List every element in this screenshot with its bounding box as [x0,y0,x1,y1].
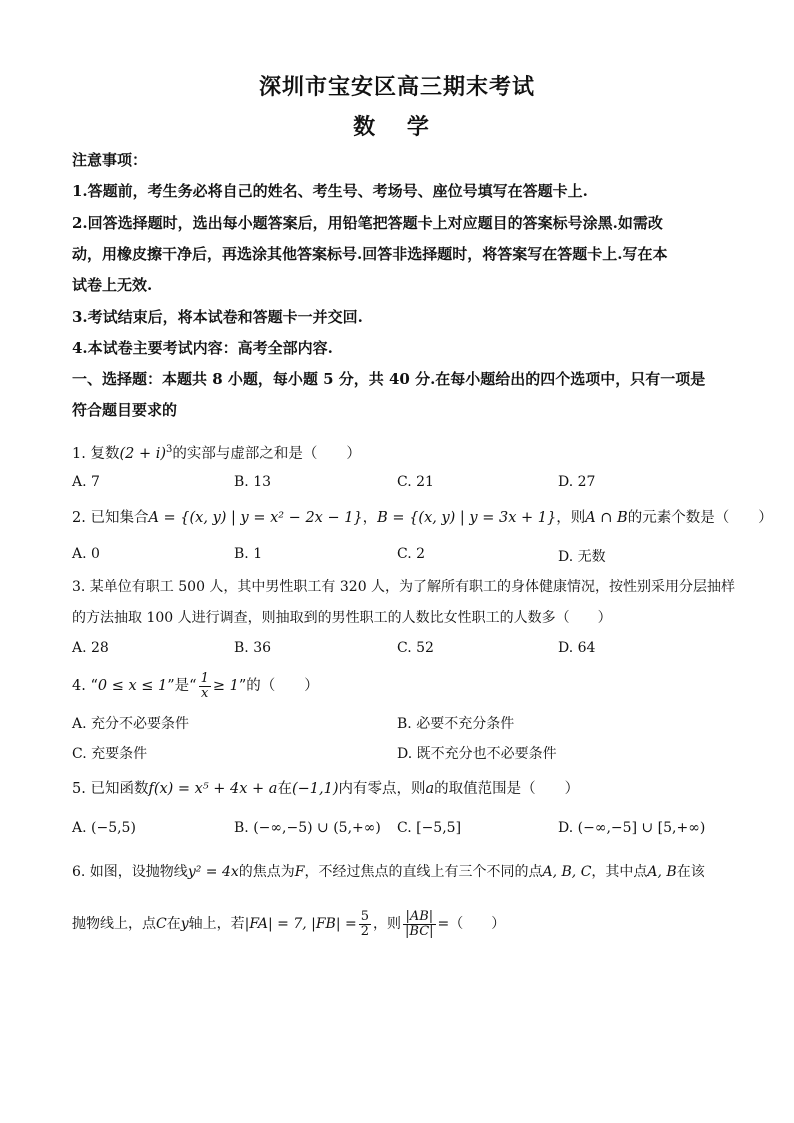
q2-option-b[interactable]: B. 1 [234,546,263,562]
q6-fraction-numerator: 5 [360,908,370,924]
note-3: 3.考试结束后，将本试卷和答题卡一并交回. [72,308,363,326]
q2-set-b: B = {(x, y) | y = 3x + 1} [377,510,557,526]
q4-prefix: 4. “ [72,678,98,694]
q6-text-4: 在该 [676,864,705,880]
q6-fraction [359,910,371,939]
question-4 [72,670,732,702]
subject-title: 数 学 [353,114,441,140]
q5-function: f(x) = x⁵ + 4x + a [148,781,278,797]
q2-intersection: A ∩ B [585,510,628,526]
q2-middle: ，则 [556,510,586,526]
note-2-line-3: 试卷上无效. [72,276,153,294]
q6-line2-text-a: 在 [166,916,181,932]
note-2-line-1: 2.回答选择题时，选出每小题答案后，用铅笔把答题卡上对应题目的答案标号涂黑.如需改 [72,214,663,232]
q6-line2-text-b: 轴上，若 [188,916,245,932]
q6-distances: |FA| = 7, |FB| = [244,916,357,932]
q5-prefix: 5. 已知函数 [72,781,149,797]
q3-option-a[interactable]: A. 28 [72,640,109,656]
q2-prefix: 2. 已知集合 [72,510,149,526]
q5-variable: a [425,781,435,797]
q4-fraction [199,672,211,701]
q5-middle: 在 [277,781,292,797]
q6-fraction-denominator: 2 [360,923,370,939]
q1-option-b[interactable]: B. 13 [234,474,272,490]
section-heading-line-2: 符合题目要求的 [72,401,178,419]
q2-option-d[interactable]: D. 无数 [558,549,606,565]
q1-option-d[interactable]: D. 27 [558,474,596,490]
q4-suffix: ”的（ ） [238,678,319,694]
q4-condition-1: 0 ≤ x ≤ 1 [97,678,168,694]
note-4: 4.本试卷主要考试内容：高考全部内容. [72,339,333,357]
q3-option-d[interactable]: D. 64 [558,640,596,656]
q5-middle-2: 内有零点，则 [338,781,426,797]
q4-middle: ”是“ [167,678,197,694]
q4-option-a[interactable]: A. 充分不必要条件 [72,716,190,732]
q1-exponent: 3 [166,444,173,455]
q2-option-c[interactable]: C. 2 [397,546,426,562]
q3-option-b[interactable]: B. 36 [234,640,272,656]
q6-prefix: 6. 如图，设抛物线 [72,864,188,880]
q5-option-a[interactable]: A. (−5,5) [72,820,136,836]
question-6-line-1 [72,862,732,882]
notes-heading: 注意事项： [72,151,148,169]
q6-parabola: y² = 4x [187,864,239,880]
note-2-line-2: 动，用橡皮擦干净后，再选涂其他答案标号.回答非选择题时，将答案写在答题卡上.写在本 [72,245,668,263]
q6-line2-text-c: ，则 [373,916,402,932]
q6-ratio-numerator: |AB| [403,910,436,925]
q6-points-2: A, B [647,864,677,880]
note-1: 1.答题前，考生务必将自己的姓名、考生号、考场号、座位号填写在答题卡上. [72,182,588,200]
q4-condition-2: ≥ 1 [212,678,239,694]
q1-option-a[interactable]: A. 7 [72,474,100,490]
q2-option-a[interactable]: A. 0 [72,546,100,562]
q2-separator: ， [362,510,378,526]
q6-focus: F [294,864,305,880]
q6-suffix: =（ ） [437,916,506,932]
q5-option-c[interactable]: C. [−5,5] [397,820,462,836]
q1-suffix: 的实部与虚部之和是（ ） [172,445,361,462]
q5-suffix: 的取值范围是（ ） [434,781,580,797]
q6-text-3: ，其中点 [591,864,648,880]
q5-option-d[interactable]: D. (−∞,−5] ∪ [5,+∞) [558,820,706,836]
q2-set-a: A = {(x, y) | y = x² − 2x − 1} [148,510,363,526]
question-3-line-2: 的方法抽取 100 人进行调查，则抽取到的男性职工的人数比女性职工的人数多（ ） [72,610,612,626]
q4-option-c[interactable]: C. 充要条件 [72,746,148,762]
q4-fraction-denominator: x [201,685,209,701]
question-2 [72,508,773,528]
q6-points: A, B, C [542,864,592,880]
q5-option-b[interactable]: B. (−∞,−5) ∪ (5,+∞) [234,820,381,836]
q6-ratio [403,910,436,939]
q6-ratio-denominator: |BC| [405,923,434,939]
q3-option-c[interactable]: C. 52 [397,640,434,656]
q2-suffix: 的元素个数是（ ） [627,510,773,526]
q6-point-c: C [156,916,167,932]
q1-prefix: 1. 复数 [72,445,120,462]
q4-option-d[interactable]: D. 既不充分也不必要条件 [397,746,557,762]
q5-interval: (−1,1) [291,781,339,797]
question-6-line-2 [72,906,732,942]
q4-option-b[interactable]: B. 必要不充分条件 [397,716,515,732]
q6-line2-prefix: 抛物线上，点 [72,916,156,932]
q1-option-c[interactable]: C. 21 [397,474,434,490]
q6-text-1: 的焦点为 [238,864,295,880]
q6-text-2: ，不经过焦点的直线上有三个不同的点 [304,864,543,880]
q1-expression: (2 + i) [119,445,166,462]
question-3-line-1: 3. 某单位有职工 500 人，其中男性职工有 320 人，为了解所有职工的身体健康情况，按性别采用分层抽样 [72,579,736,595]
question-5 [72,779,732,799]
question-1 [72,440,732,464]
q6-y-axis: y [180,916,189,932]
exam-title: 深圳市宝安区高三期末考试 [258,74,535,100]
q4-fraction-numerator: 1 [200,670,209,686]
section-heading-line-1: 一、选择题：本题共 8 小题，每小题 5 分，共 40 分.在每小题给出的四个选项中，只有一项是 [72,370,706,388]
